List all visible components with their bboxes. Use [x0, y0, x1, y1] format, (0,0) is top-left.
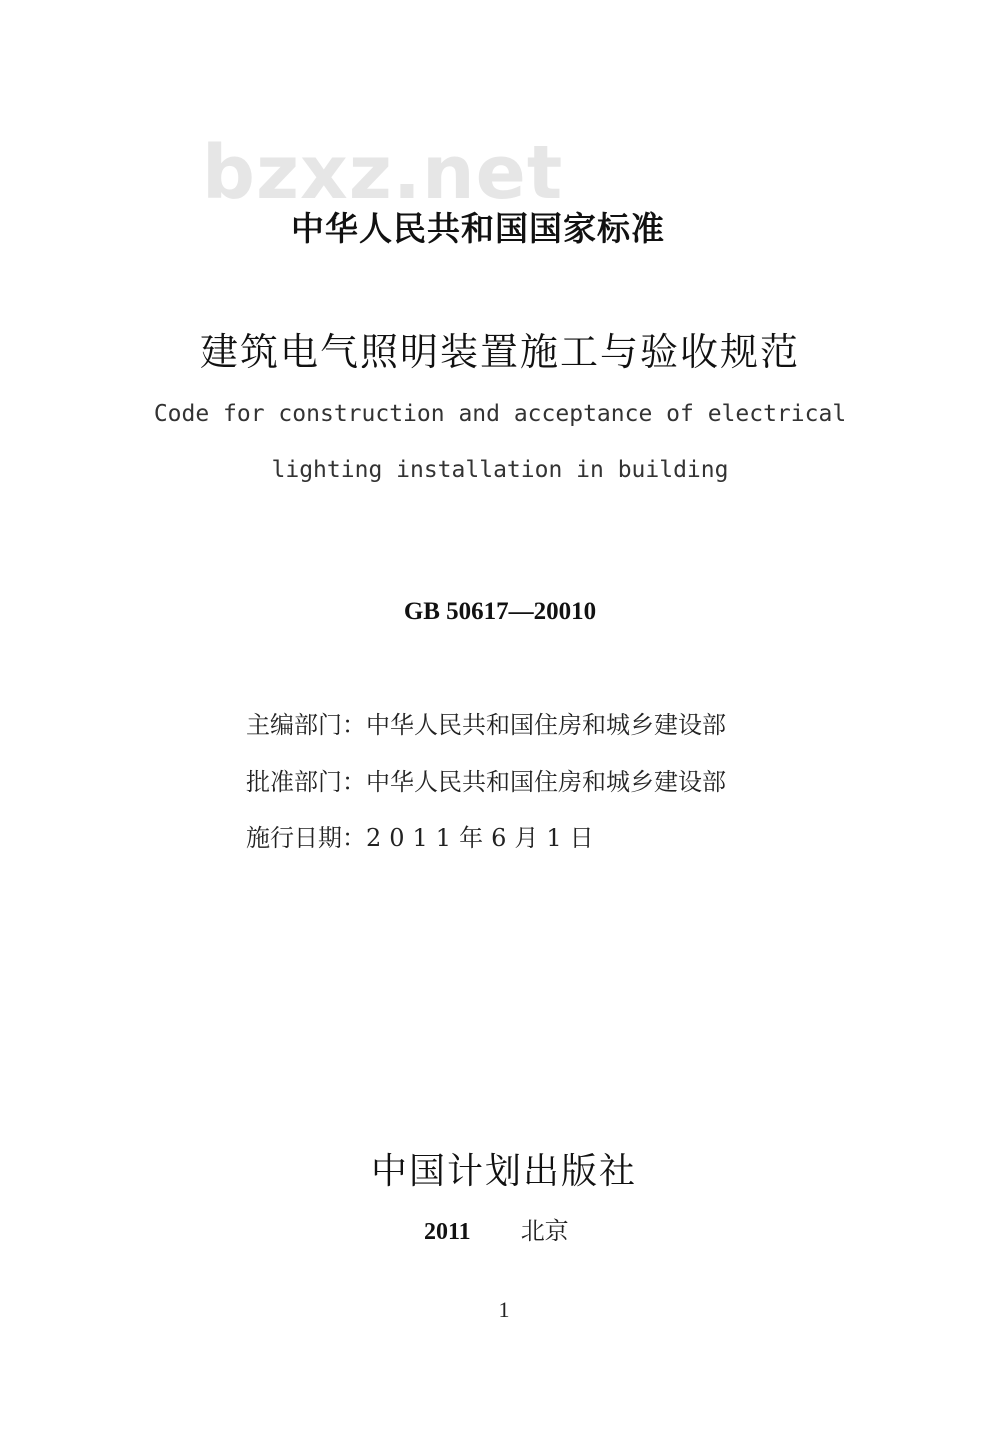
publication-city: 北京 [520, 1217, 569, 1245]
document-title-english-line-1: Code for construction and acceptance of electrical [153, 401, 847, 427]
document-title-chinese: 建筑电气照明装置施工与验收规范 [199, 330, 800, 374]
editor-department-row [246, 708, 726, 742]
effective-date-label: 施行日期： [246, 824, 366, 852]
approver-department-label: 批准部门： [246, 768, 366, 796]
watermark: bzxz.net [202, 130, 564, 216]
publication-year: 2011 [424, 1219, 471, 1245]
editor-department-label: 主编部门： [246, 711, 366, 739]
editor-department-value: 中华人民共和国住房和城乡建设部 [366, 711, 726, 739]
effective-date-row [246, 821, 602, 855]
national-standard-heading: 中华人民共和国国家标准 [291, 209, 665, 248]
document-title-english-line-2: lighting installation in building [271, 457, 729, 483]
standard-number: GB 50617—20010 [403, 598, 597, 625]
publication-line [424, 1214, 569, 1249]
approver-department-row [246, 765, 726, 799]
effective-date-value: 2011年6月1日 [366, 824, 602, 852]
publisher-name: 中国计划出版社 [370, 1151, 637, 1192]
approver-department-value: 中华人民共和国住房和城乡建设部 [366, 768, 726, 796]
page-number: 1 [498, 1297, 510, 1322]
